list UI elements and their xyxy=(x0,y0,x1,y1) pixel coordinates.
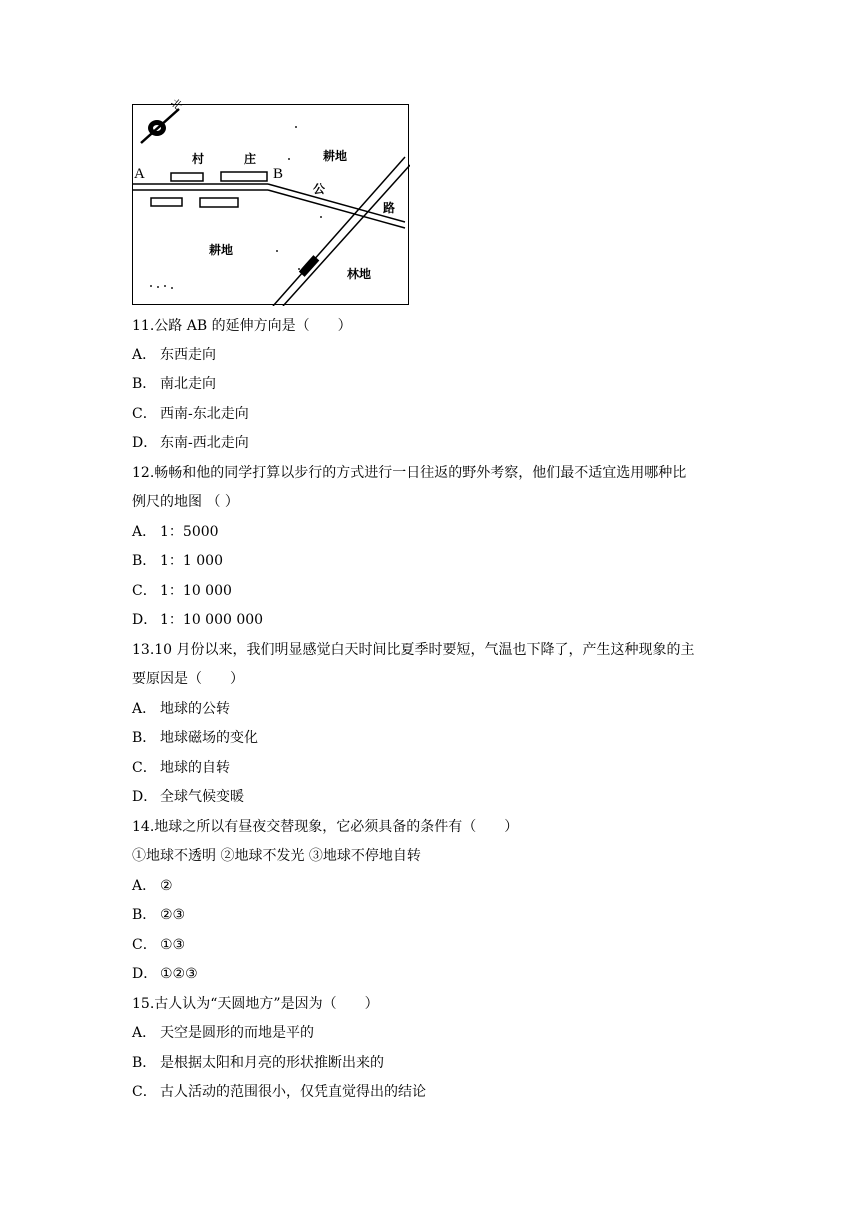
question-12-option-d[interactable] xyxy=(132,613,263,627)
farmland-label-top: 耕地 xyxy=(323,149,348,163)
option-label: B． xyxy=(132,730,157,746)
option-label: B． xyxy=(132,907,157,923)
question-12-stem-line2: 例尺的地图 （ ） xyxy=(132,494,239,510)
question-12-option-b[interactable] xyxy=(132,554,223,568)
option-label: B． xyxy=(132,376,157,392)
option-text: 地球的自转 xyxy=(160,760,230,776)
point-a-label: A xyxy=(134,166,145,182)
option-label: D． xyxy=(132,435,158,451)
question-13-stem-line2: 要原因是（ ） xyxy=(132,671,244,687)
question-13-option-b[interactable] xyxy=(132,731,258,745)
option-text: 东西走向 xyxy=(160,347,216,363)
question-11-option-a[interactable] xyxy=(132,348,216,362)
farmland-label-bottom: 耕地 xyxy=(209,243,234,257)
question-12-stem-line1: 12.畅畅和他的同学打算以步行的方式进行一日往返的野外考察，他们最不适宜选用哪种比 xyxy=(132,465,687,481)
road-label-1: 公 xyxy=(313,182,326,196)
option-text: 地球磁场的变化 xyxy=(160,730,258,746)
question-13-option-a[interactable] xyxy=(132,702,230,716)
option-text: ①②③ xyxy=(160,966,198,982)
option-text: 1：5000 xyxy=(160,524,219,540)
option-text: 南北走向 xyxy=(160,376,216,392)
option-text: 东南-西北走向 xyxy=(160,435,249,451)
option-text: 1：10 000 xyxy=(160,583,232,599)
question-14-option-b[interactable] xyxy=(132,908,185,922)
question-14-conditions: ①地球不透明 ②地球不发光 ③地球不停地自转 xyxy=(132,848,421,864)
option-label: D． xyxy=(132,612,158,628)
map-figure xyxy=(132,95,409,305)
option-label: C． xyxy=(132,406,157,422)
option-text: ①③ xyxy=(160,937,186,953)
option-label: A． xyxy=(132,701,157,717)
question-11-stem: 11.公路 AB 的延伸方向是（ ） xyxy=(132,318,352,334)
question-11-option-d[interactable] xyxy=(132,436,249,450)
question-14-stem: 14.地球之所以有昼夜交替现象，它必须具备的条件有（ ） xyxy=(132,819,519,835)
question-14-option-a[interactable] xyxy=(132,879,173,893)
question-11-option-c[interactable] xyxy=(132,407,249,421)
question-15-stem: 15.古人认为“天圆地方”是因为（ ） xyxy=(132,996,379,1012)
question-14-option-c[interactable] xyxy=(132,938,185,952)
option-label: C． xyxy=(132,583,157,599)
village-label-2: 庄 xyxy=(244,152,257,166)
road-label-2: 路 xyxy=(383,201,396,215)
option-label: C． xyxy=(132,760,157,776)
option-label: A． xyxy=(132,524,157,540)
option-text: 西南-东北走向 xyxy=(160,406,249,422)
question-15-option-c[interactable] xyxy=(132,1085,426,1099)
option-text: 是根据太阳和月亮的形状推断出来的 xyxy=(160,1055,384,1071)
north-label: 北 xyxy=(168,95,185,114)
option-text: 1：1 000 xyxy=(160,553,223,569)
question-12-option-a[interactable] xyxy=(132,525,219,539)
question-13-option-d[interactable] xyxy=(132,790,244,804)
option-label: A． xyxy=(132,878,157,894)
point-b-label: B xyxy=(273,166,284,182)
option-text: ② xyxy=(160,878,173,894)
option-text: 天空是圆形的而地是平的 xyxy=(160,1025,314,1041)
option-label: A． xyxy=(132,1025,157,1041)
option-label: D． xyxy=(132,966,158,982)
option-label: A． xyxy=(132,347,157,363)
north-arrow-icon xyxy=(141,109,179,143)
option-label: D． xyxy=(132,789,158,805)
question-14-option-d[interactable] xyxy=(132,967,198,981)
option-label: C． xyxy=(132,937,157,953)
option-label: B． xyxy=(132,553,157,569)
option-text: 地球的公转 xyxy=(160,701,230,717)
village-label-1: 村 xyxy=(192,152,205,166)
option-text: 1：10 000 000 xyxy=(160,612,264,628)
railway xyxy=(273,157,410,306)
question-15-option-b[interactable] xyxy=(132,1056,384,1070)
question-13-stem-line1: 13.10 月份以来，我们明显感觉白天时间比夏季时要短，气温也下降了，产生这种现象的主 xyxy=(132,642,695,658)
option-text: 全球气候变暖 xyxy=(160,789,244,805)
option-label: C． xyxy=(132,1084,157,1100)
question-15-option-a[interactable] xyxy=(132,1026,314,1040)
option-label: B． xyxy=(132,1055,157,1071)
question-12-option-c[interactable] xyxy=(132,584,232,598)
forest-label: 林地 xyxy=(347,267,372,281)
question-13-option-c[interactable] xyxy=(132,761,230,775)
option-text: ②③ xyxy=(160,907,186,923)
question-11-option-b[interactable] xyxy=(132,377,216,391)
option-text: 古人活动的范围很小，仅凭直觉得出的结论 xyxy=(160,1084,426,1100)
